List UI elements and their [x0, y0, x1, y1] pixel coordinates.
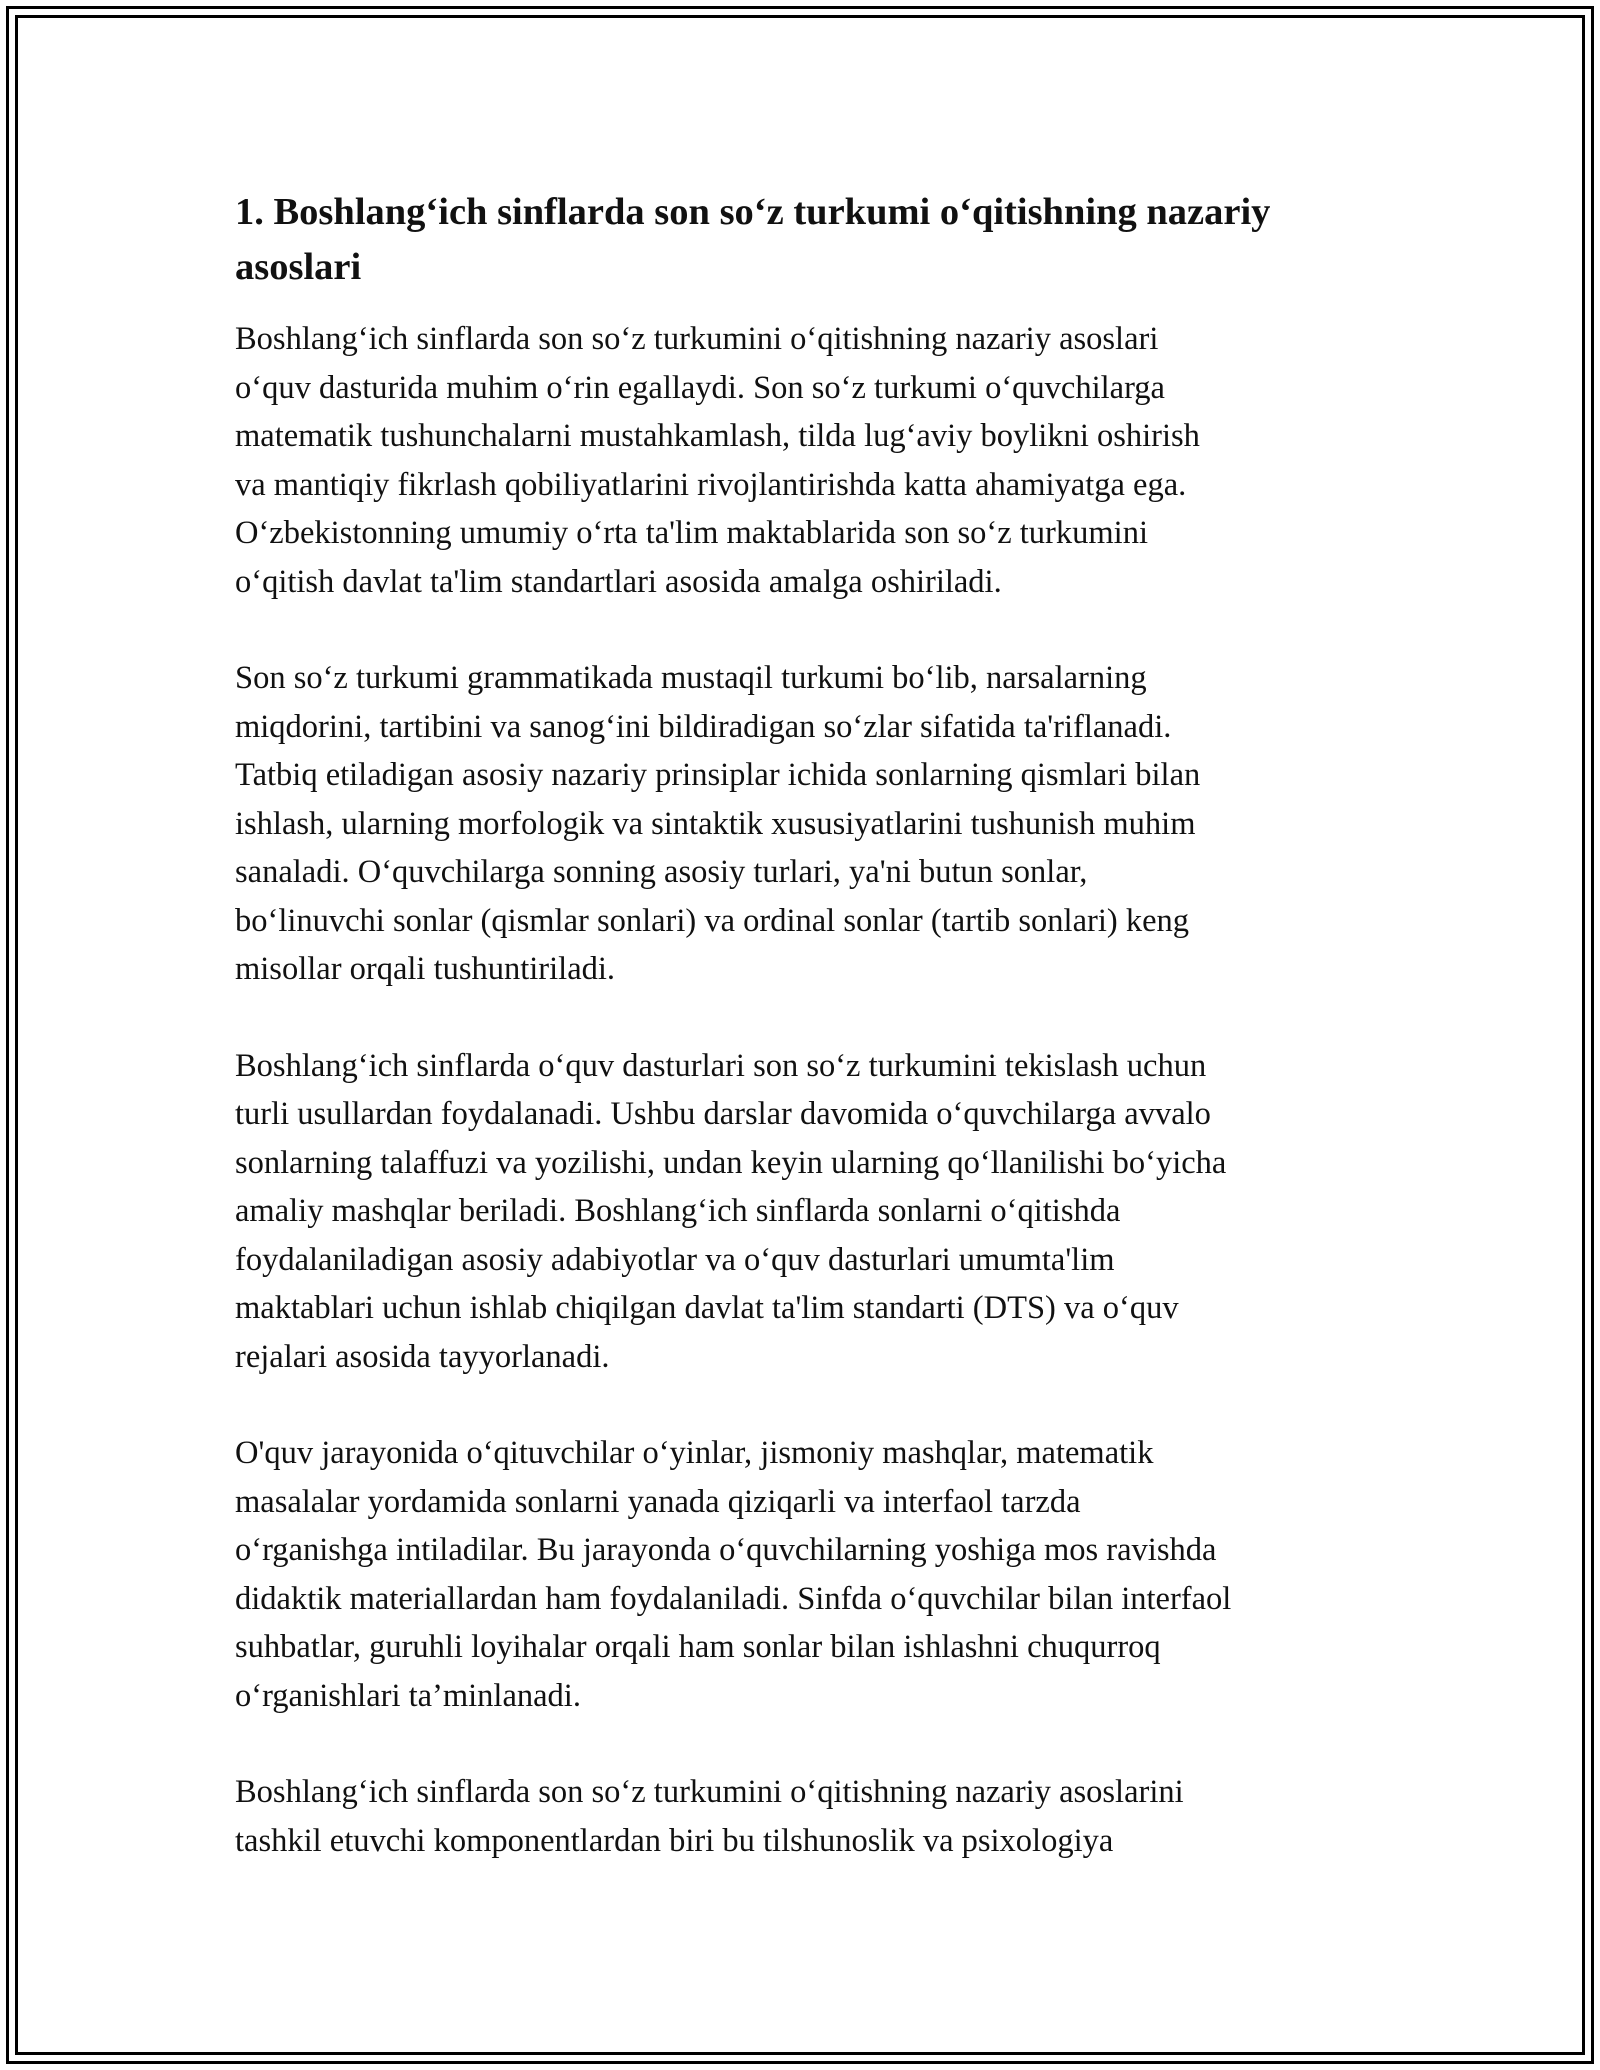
- text-line: Boshlang‘ich sinflarda son so‘z turkumini o‘qitishning nazariy asoslari: [235, 321, 1159, 357]
- heading-line: asoslari: [235, 246, 362, 288]
- text-line: Boshlang‘ich sinflarda son so‘z turkumini o‘qitishning nazariy asoslarini: [235, 1774, 1184, 1810]
- text-line: amaliy mashqlar beriladi. Boshlang‘ich sinflarda sonlarni o‘qitishda: [235, 1193, 1121, 1229]
- text-line: ishlash, ularning morfologik va sintaktik xususiyatlarini tushunish muhim: [235, 805, 1196, 842]
- text-line: matematik tushunchalarni mustahkamlash, tilda lug‘aviy boylikni oshirish: [235, 418, 1200, 454]
- paragraph-2: [235, 654, 1375, 994]
- text-line: foydalaniladigan asosiy adabiyotlar va o‘quv dasturlari umumta'lim: [235, 1241, 1115, 1278]
- paragraph-5: [235, 1768, 1375, 1865]
- text-line: rejalari asosida tayyorlanadi.: [235, 1338, 610, 1375]
- text-line: Boshlang‘ich sinflarda o‘quv dasturlari son so‘z turkumini tekislash uchun: [235, 1047, 1207, 1084]
- text-line: o‘quv dasturida muhim o‘rin egallaydi. Son so‘z turkumi o‘quvchilarga: [235, 369, 1165, 406]
- section-heading: [235, 185, 1375, 295]
- text-line: O‘zbekistonning umumiy o‘rta ta'lim maktablarida son so‘z turkumini: [235, 515, 1148, 551]
- heading-line: 1. Boshlang‘ich sinflarda son so‘z turkumi o‘qitishning nazariy: [235, 191, 1271, 233]
- text-line: turli usullardan foydalanadi. Ushbu darslar davomida o‘quvchilarga avvalo: [235, 1096, 1211, 1132]
- text-line: misollar orqali tushuntiriladi.: [235, 951, 616, 987]
- text-line: Tatbiq etiladigan asosiy nazariy prinsiplar ichida sonlarning qismlari bilan: [235, 757, 1201, 793]
- text-line: sonlarning talaffuzi va yozilishi, undan keyin ularning qo‘llanilishi bo‘yicha: [235, 1144, 1227, 1181]
- text-line: o‘rganishga intiladilar. Bu jarayonda o‘quvchilarning yoshiga mos ravishda: [235, 1532, 1217, 1568]
- text-line: miqdorini, tartibini va sanog‘ini bildiradigan so‘zlar sifatida ta'riflanadi.: [235, 708, 1172, 745]
- text-line: va mantiqiy fikrlash qobiliyatlarini rivojlantirishda katta ahamiyatga ega.: [235, 466, 1187, 503]
- text-line: maktablari uchun ishlab chiqilgan davlat ta'lim standarti (DTS) va o‘quv: [235, 1290, 1179, 1326]
- text-line: O'quv jarayonida o‘qituvchilar o‘yinlar, jismoniy mashqlar, matematik: [235, 1435, 1154, 1471]
- text-line: bo‘linuvchi sonlar (qismlar sonlari) va ordinal sonlar (tartib sonlari) keng: [235, 902, 1189, 939]
- paragraph-3: [235, 1042, 1375, 1382]
- paragraph-4: [235, 1429, 1375, 1720]
- text-line: didaktik materiallardan ham foydalaniladi. Sinfda o‘quvchilar bilan interfaol: [235, 1580, 1232, 1617]
- text-line: tashkil etuvchi komponentlardan biri bu tilshunoslik va psixologiya: [235, 1822, 1114, 1859]
- document-body: [235, 185, 1375, 1865]
- text-line: o‘rganishlari ta’minlanadi.: [235, 1677, 581, 1714]
- text-line: masalalar yordamida sonlarni yanada qiziqarli va interfaol tarzda: [235, 1483, 1081, 1520]
- text-line: o‘qitish davlat ta'lim standartlari asosida amalga oshiriladi.: [235, 563, 1002, 600]
- text-line: sanaladi. O‘quvchilarga sonning asosiy turlari, ya'ni butun sonlar,: [235, 854, 1088, 890]
- text-line: suhbatlar, guruhli loyihalar orqali ham sonlar bilan ishlashni chuqurroq: [235, 1629, 1161, 1665]
- paragraph-1: [235, 315, 1375, 606]
- text-line: Son so‘z turkumi grammatikada mustaqil turkumi bo‘lib, narsalarning: [235, 660, 1147, 696]
